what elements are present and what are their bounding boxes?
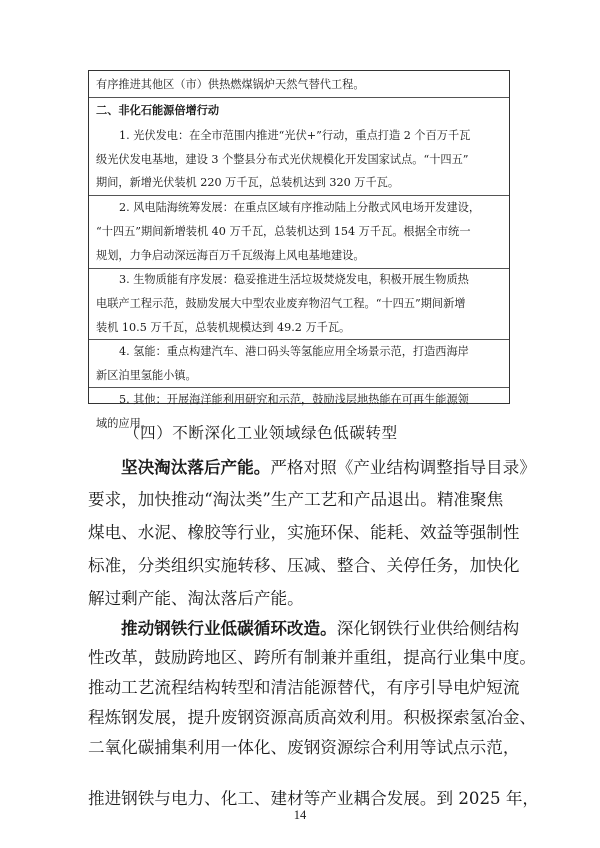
- divider: [89, 387, 509, 388]
- box-line: 有序推进其他区（市）供热燃煤锅炉天然气替代工程。: [96, 78, 365, 91]
- paragraph-text: 严格对照《产业结构调整指导目录》: [270, 458, 536, 477]
- page-number: 14: [293, 808, 307, 822]
- paragraph-line: 要求，加快推动“淘汰类”生产工艺和产品退出。精准聚焦: [88, 490, 504, 509]
- divider: [89, 339, 509, 340]
- paragraph-line: 解过剩产能、淘汰落后产能。: [88, 589, 304, 608]
- section-title: （四）不断深化工业领域绿色低碳转型: [124, 424, 398, 442]
- box-line: 2. 风电陆海统筹发展：在重点区域有序推动陆上分散式风电场开发建设，: [119, 201, 481, 214]
- paragraph-line: [121, 459, 536, 477]
- divider: [89, 97, 509, 98]
- paragraph-line: [121, 620, 519, 638]
- paragraph-lead: 坚决淘汰落后产能。: [121, 457, 271, 477]
- box-line: 期间，新增光伏装机 220 万千瓦，总装机达到 320 万千瓦。: [96, 176, 400, 189]
- box-line: 3. 生物质能有序发展：稳妥推进生活垃圾焚烧发电，积极开展生物质热: [119, 273, 469, 286]
- paragraph-lead: 推动钢铁行业低碳循环改造。: [121, 618, 337, 638]
- paragraph-line: 程炼钢发展，提升废钢资源高质高效利用。积极探索氢冶金、: [88, 708, 537, 727]
- paragraph-line: 标准，分类组织实施转移、压减、整合、关停任务，加快化: [88, 556, 520, 575]
- box-line: 规划，力争启动深远海百万千瓦级海上风电基地建设。: [96, 249, 365, 262]
- paragraph-line: 煤电、水泥、橡胶等行业，实施环保、能耗、效益等强制性: [88, 523, 520, 542]
- policy-box: [88, 70, 510, 430]
- box-line: 装机 10.5 万千瓦，总装机规模达到 49.2 万千瓦。: [96, 321, 351, 334]
- box-line: 级光伏发电基地，建设 3 个整县分布式光伏规模化开发国家试点。“十四五”: [96, 153, 469, 166]
- paragraph-line: 推进钢铁与电力、化工、建材等产业耦合发展。到 2025 年，: [88, 789, 540, 808]
- box-heading: 二、非化石能源倍增行动: [96, 103, 220, 117]
- paragraph-line: 性改革，鼓励跨地区、跨所有制兼并重组，提高行业集中度。: [88, 648, 537, 667]
- box-line: 1. 光伏发电：在全市范围内推进“光伏+”行动，重点打造 2 个百万千瓦: [119, 129, 471, 142]
- box-line: 域的应用。: [96, 417, 152, 430]
- box-line: 新区泊里氢能小镇。: [96, 369, 197, 382]
- paragraph-text: 深化钢铁行业供给侧结构: [336, 619, 520, 638]
- box-line: “十四五”期间新增装机 40 万千瓦，总装机达到 154 万千瓦。根据全市统一: [96, 225, 471, 238]
- divider: [89, 195, 509, 196]
- box-line: 5. 其他：开展海洋能利用研究和示范，鼓励浅层地热能在可再生能源领: [119, 393, 469, 406]
- box-line: 4. 氢能：重点构建汽车、港口码头等氢能应用全场景示范，打造西海岸: [119, 345, 469, 358]
- box-line: 电联产工程示范，鼓励发展大中型农业废弃物沼气工程。“十四五”期间新增: [96, 297, 466, 310]
- paragraph-line: 二氧化碳捕集利用一体化、废钢资源综合利用等试点示范，: [88, 738, 520, 757]
- divider: [89, 268, 509, 269]
- paragraph-line: 推动工艺流程结构转型和清洁能源替代，有序引导电炉短流: [88, 678, 520, 697]
